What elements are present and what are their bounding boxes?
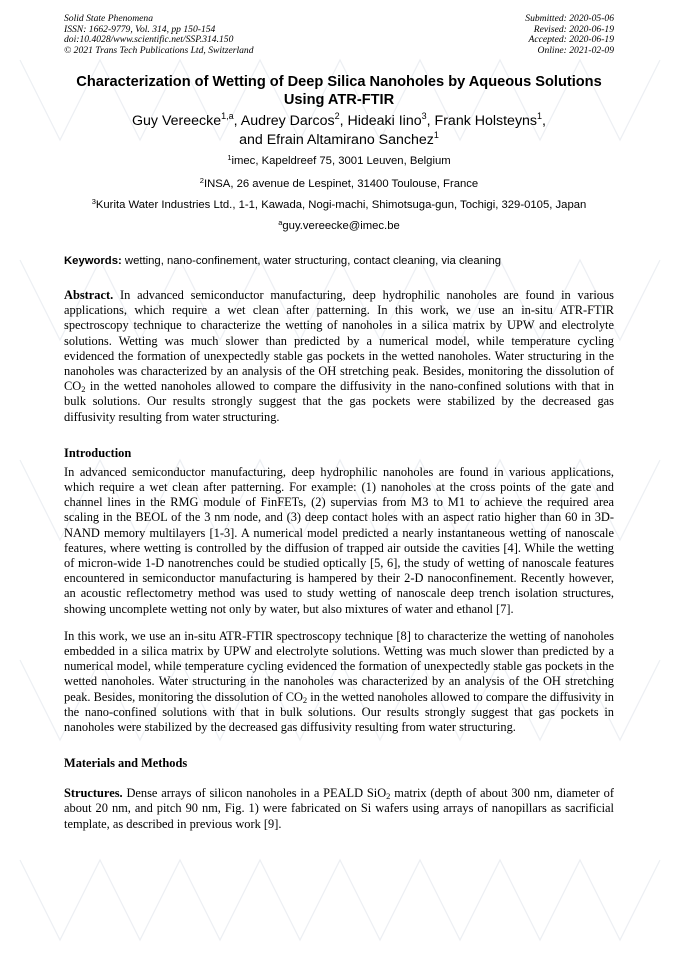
keywords-label: Keywords: [64,255,122,267]
affiliation-text: Kurita Water Industries Ltd., 1-1, Kawada, Nogi-machi, Shimotsuga-gun, Tochigi, 329-0105, Japan [95,199,587,211]
keywords [64,254,614,268]
keywords-text: wetting, nano-confinement, water structuring, contact cleaning, via cleaning [121,255,502,267]
affiliation-marker: 1 [227,153,232,162]
abstract-label: Abstract. [64,288,114,302]
author-affiliation-marker: 1 [537,111,543,121]
journal-issn: ISSN: 1662-9779, Vol. 314, pp 150-154 [64,23,216,35]
author-separator: , [233,113,241,129]
author-name: Frank Holsteyns [434,113,538,129]
affiliation-1 [64,154,614,168]
methods-heading: Materials and Methods [64,756,188,771]
journal-doi: doi:10.4028/www.scientific.net/SSP.314.150 [64,34,234,45]
structures-text-continued: matrix (depth of about 300 nm, diameter of about 20 nm, and pitch 90 nm, Fig. 1) were fabricated on Si wafers using arrays of nanopillars as sacrificial template, as described in previous work [9]. [64,786,614,831]
abstract-text: In advanced semiconductor manufacturing, deep hydrophilic nanoholes are found in various applications, which require a wet clean after patterning. In this work, we use an in-situ ATR-FTIR spectroscopy technique to characterize the wetting of nanoholes in a silica matrix by UPW and electrolyte solutions. Wetting was much slower than predicted by a numerical model, while temperature cycling evidenced the formation of unexpectedly stable gas pockets in the wetted nanoholes. Water structuring in the nanoholes was characterized by an analysis of the OH stretching peak. Besides, monitoring the dissolution of CO [64,288,614,394]
structures-label: Structures. [64,786,123,801]
affiliation-text: INSA, 26 avenue de Lespinet, 31400 Toulouse, France [203,178,479,190]
author-separator: , [426,113,435,129]
abstract-subscript: 2 [81,384,86,395]
affiliation-3 [64,198,614,212]
structures-subscript: 2 [386,791,391,802]
affiliation-text: imec, Kapeldreef 75, 3001 Leuven, Belgium [231,155,451,167]
affiliation-marker: 3 [91,197,96,206]
author-separator: , [339,113,348,129]
date-online: Online: 2021-02-09 [537,44,614,56]
publication-dates [525,14,614,56]
author-name: and Efrain Altamirano Sanchez [239,132,434,148]
date-accepted: Accepted: 2020-06-19 [528,34,614,45]
author-name: Audrey Darcos [240,113,335,129]
author-separator: , [542,113,546,129]
author-name: Hideaki Iino [347,113,422,129]
introduction-heading: Introduction [64,445,132,460]
author-name: Guy Vereecke [131,113,222,129]
journal-copyright: © 2021 Trans Tech Publications Ltd, Switzerland [64,44,254,56]
abstract-paragraph [64,288,614,425]
author-list [64,112,614,150]
introduction-paragraph-2 [64,629,614,735]
introduction-paragraph-1: In advanced semiconductor manufacturing, deep hydrophilic nanoholes are found in various applications, which require a wet clean after patterning. For example: (1) nanoholes at the cross points of the gate and channel lines in the RMG module of FinFETs, (2) supervias from M3 to M1 to achieve the required area scaling in the BEOL of the 3 nm node, and (3) deep contact holes with an aspect ratio higher than 60 in 3D-NAND memory multilayers [1-3]. A numerical model predicted a nearly instantaneous wetting of nanoscale features, where wetting is controlled by the diffusion of trapped air outside the cavities [4]. While the wetting of micron-wide 1-D nanotrenches could be studied optically [5, 6], the study of wetting of nanoscale features encountered in semiconductor manufacturing is hampered by their 2-D nanoconfinement. Recently however, an acoustic reflectometry method was used to study wetting of nanoscale deep trench isolation structures, showing uncomplete wetting not only by water, but also mixtures of water and ethanol [7]. [64,464,614,616]
author-affiliation-marker: 3 [421,111,427,121]
author-affiliation-marker: 2 [334,111,340,121]
paper-title: Characterization of Wetting of Deep Silica Nanoholes by Aqueous Solutions Using ATR-FTIR [76,74,602,108]
intro2-text: In this work, we use an in-situ ATR-FTIR spectroscopy technique [8] to characterize the wetting of nanoholes embedded in a silica matrix by UPW and electrolyte solutions. Wetting was much slower than predicted by a numerical model, while temperature cycling evidenced the formation of unexpectedly stable gas pockets in the wetted nanoholes. Water structuring in the nanoholes was characterized by an analysis of the OH stretching peak. Besides, monitoring the dissolution of CO [64,628,614,704]
corresponding-email [64,219,614,233]
email-address: guy.vereecke@imec.be [282,220,400,232]
structures-paragraph [64,786,614,832]
author-affiliation-marker: 1,a [221,111,234,121]
date-submitted: Submitted: 2020-05-06 [525,13,614,24]
email-marker: a [278,218,283,227]
author-affiliation-marker: 1 [433,130,439,140]
abstract-text-continued: in the wetted nanoholes allowed to compare the diffusivity in the nano-confined solutions with that in bulk solutions. Our results strongly suggest that the gas pockets were stabilized by the decreased gas diffusivity resulting from water structuring. [64,379,614,424]
structures-text: Dense arrays of silicon nanoholes in a PEALD SiO [122,786,387,801]
affiliation-marker: 2 [199,176,204,185]
journal-header [64,14,614,56]
affiliation-2 [64,177,614,191]
journal-name: Solid State Phenomena [64,13,153,24]
intro2-subscript: 2 [302,694,308,705]
intro2-text-continued: in the wetted nanoholes allowed to compare the diffusivity in the nano-confined solutions with that in bulk solutions. Our results strongly suggest that gas pockets in nanoholes were stabilized by the decreased gas diffusivity resulting from water structuring. [64,689,614,735]
journal-info [64,14,254,56]
date-revised: Revised: 2020-06-19 [533,23,614,35]
